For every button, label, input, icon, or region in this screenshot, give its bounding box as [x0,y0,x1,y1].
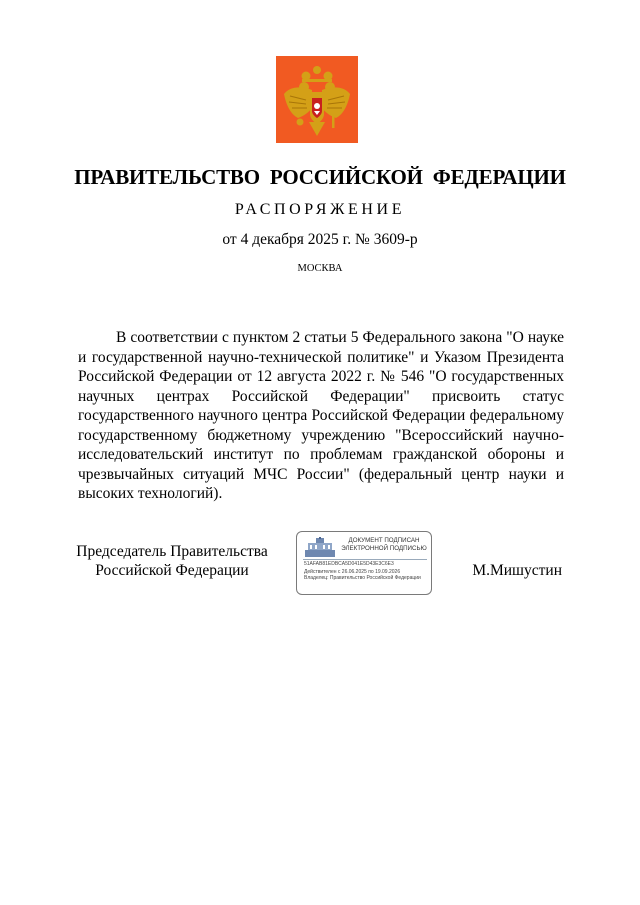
document-date-number: от 4 декабря 2025 г. № 3609-р [222,231,418,248]
document-city: МОСКВА [297,263,343,274]
electronic-signature-stamp [296,531,432,595]
government-title: ПРАВИТЕЛЬСТВО РОССИЙСКОЙ ФЕДЕРАЦИИ [74,165,566,189]
stamp-title-line1: ДОКУМЕНТ ПОДПИСАН [348,537,420,544]
signatory-position-line2: Российской Федерации [95,562,249,579]
stamp-title [339,537,429,553]
stamp-divider [303,559,427,560]
order-text: В соответствии с пунктом 2 статьи 5 Федерального закона "О науке и государственной научно-технической политике" и Указом Президента Российской Федерации от 12 августа 2022 г. № 546 "О государственных научных центрах Российской Федерации" присвоить статус государственного научного центра Российской Федерации федеральному государственному бюджетному учреждению "Всероссийский научно-исследовательский институт по проблемам гражданской обороны и чрезвычайных ситуаций МЧС России" (федеральный центр науки и высоких технологий). [78,329,564,502]
stamp-title-line2: ЭЛЕКТРОННОЙ ПОДПИСЬЮ [341,545,427,552]
stamp-certificate: 51AFAB81EDBCA5D041E5D43E3C6E3 [304,561,394,567]
signatory-name: М.Мишустин [472,562,562,579]
signatory-position-line1: Председатель Правительства [76,543,268,560]
government-building-icon [305,537,335,557]
stamp-validity: Действителен с 26.06.2025 по 19.09.2026 [304,569,401,575]
coat-of-arms-icon [276,56,358,143]
document-type: РАСПОРЯЖЕНИЕ [234,201,406,218]
stamp-owner: Владелец: Правительство Российской Федерации [304,575,421,581]
signatory-position [74,542,270,580]
